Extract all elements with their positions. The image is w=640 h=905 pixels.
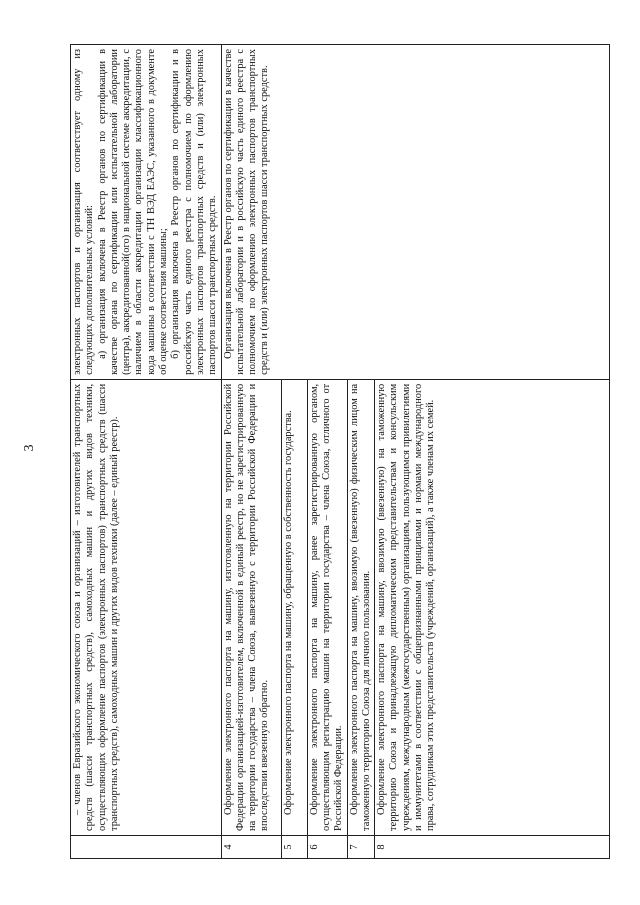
- description-text: Оформление электронного паспорта на машину, ввозимую (ввезенную) на таможенную территорию Союза и принадлежащую дипломатическим представительствам и консульским учреждениям, международным (межгосударственным) организациям, пользующимся привилегиями и иммунитетами в соответствии с общепризнанными принципами и нормами международного права, сотрудникам этих представительств (учреждений, организаций), а также членам их семей.: [376, 383, 437, 831]
- row-description: [375, 379, 610, 835]
- condition-text: а) организация включена в Реестр органов по сертификации в качестве органа по сертификации или испытательной лаборатории (центра), аккредитованной(ого) в национальной системе аккредитации, с наличием в области аккредитации организации классификационного кода машины в соответствии с ТН ВЭД ЕАЭС, указанного в документе об оценке соответствия машины;: [96, 49, 170, 375]
- condition-text: электронных паспортов и организация соответствует одному из следующих дополнительных условий:: [72, 49, 96, 375]
- table-row: [71, 45, 222, 859]
- row-description: [221, 379, 281, 835]
- table-row: [221, 45, 281, 859]
- row-number: 8: [375, 835, 610, 858]
- registry-table: [70, 44, 610, 859]
- row-number: 7: [347, 835, 375, 858]
- condition-text: б) организация включена в Реестр органов по сертификации и в российскую часть единого реестра с полномочием по оформлению электронных паспортов транспортных средств и (или) электронных паспортов шасси транспортных средств.: [170, 49, 219, 375]
- row-number: 6: [307, 835, 347, 858]
- description-text: Оформление электронного паспорта на машину, изготовленную на территории Российской Федерации организацией-изготовителем, включенной в единый реестр, но не зарегистрированную на территории государства – члена Союза, вывезенную с территории Российской Федерации и впоследствии ввезенную обратно.: [222, 383, 271, 831]
- description-text: Оформление электронного паспорта на машину, обращенную в собственность государства.: [282, 410, 294, 815]
- condition-text: Организация включена в Реестр органов по сертификации в качестве испытательной лаборатории и в российскую часть единого реестра с полномочием по оформлению электронных паспортов транспортных средств и (или) электронных паспортов шасси транспортных средств.: [222, 49, 271, 375]
- row-description: [281, 379, 307, 835]
- description-text: Оформление электронного паспорта на машину, ранее зарегистрированную органом, осуществляющим регистрацию машин на территории государства – члена Союза, отличного от Российской Федерации.: [308, 383, 345, 831]
- row-number: 5: [281, 835, 307, 858]
- row-description: [307, 379, 347, 835]
- row-number: [71, 835, 222, 858]
- description-text: Оформление электронного паспорта на машину, ввозимую (ввезенную) физическим лицом на таможенную территорию Союза для личного пользования.: [348, 383, 372, 831]
- row-description: [347, 379, 375, 835]
- description-text: – членов Евразийского экономического союза и организаций – изготовителей транспортных средств (шасси транспортных средств), самоходных машин и других видов техники, осуществляющих оформление паспортов (электронных паспортов) транспортных средств (шасси транспортных средств), самоходных машин и других видов техники (далее – единый реестр).: [72, 383, 120, 831]
- row-conditions: [221, 45, 609, 380]
- page-number: 3: [22, 444, 37, 452]
- row-description: [71, 379, 222, 835]
- row-conditions: [71, 45, 222, 380]
- row-number: 4: [221, 835, 281, 858]
- rotated-document-sheet: [70, 44, 610, 859]
